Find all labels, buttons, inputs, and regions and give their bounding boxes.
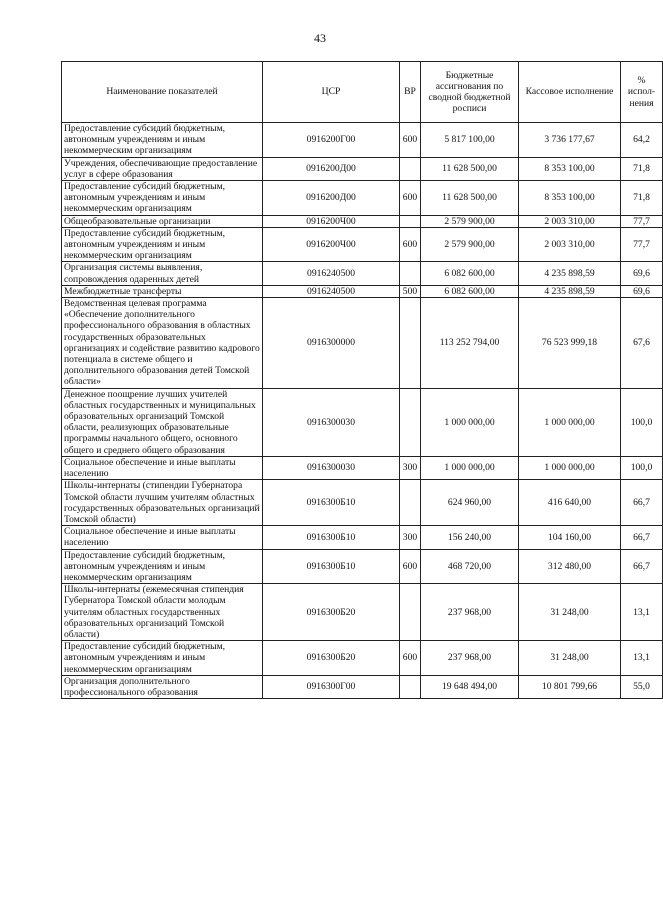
row-csr: 0916240500 <box>263 285 400 297</box>
row-budget: 624 960,00 <box>421 480 519 526</box>
row-vr <box>400 157 421 180</box>
row-pct: 71,8 <box>621 181 663 216</box>
row-cash: 104 160,00 <box>519 526 621 549</box>
budget-table <box>61 61 663 699</box>
row-pct: 55,0 <box>621 675 663 698</box>
row-name: Организация системы выявления, сопровождения одаренных детей <box>62 262 263 285</box>
row-budget: 2 579 900,00 <box>421 227 519 262</box>
row-csr: 0916300Б10 <box>263 526 400 549</box>
row-name: Предоставление субсидий бюджетным, автономным учреждениям и иным некоммерческим организациям <box>62 181 263 216</box>
row-budget: 237 968,00 <box>421 584 519 641</box>
row-csr: 0916300000 <box>263 298 400 389</box>
row-pct: 69,6 <box>621 262 663 285</box>
row-vr <box>400 480 421 526</box>
table-row <box>62 675 663 698</box>
row-name: Предоставление субсидий бюджетным, автономным учреждениям и иным некоммерческим организациям <box>62 227 263 262</box>
table-row <box>62 157 663 180</box>
page-number: 43 <box>314 31 326 45</box>
table-row <box>62 262 663 285</box>
row-csr: 0916200Г00 <box>263 123 400 158</box>
header-budget: Бюджетные ассигнования по сводной бюджетной росписи <box>421 62 519 123</box>
row-vr: 600 <box>400 181 421 216</box>
row-pct: 77,7 <box>621 227 663 262</box>
table-row <box>62 123 663 158</box>
row-name: Школы-интернаты (стипендии Губернатора Томской области лучшим учителям областных государственных образовательных организаций Томской области) <box>62 480 263 526</box>
row-budget: 237 968,00 <box>421 641 519 676</box>
row-pct: 66,7 <box>621 526 663 549</box>
row-vr <box>400 262 421 285</box>
table-row <box>62 215 663 227</box>
row-budget: 11 628 500,00 <box>421 157 519 180</box>
row-csr: 0916300Г00 <box>263 675 400 698</box>
header-cash: Кассовое исполнение <box>519 62 621 123</box>
table-row <box>62 285 663 297</box>
row-name: Предоставление субсидий бюджетным, автономным учреждениям и иным некоммерческим организациям <box>62 123 263 158</box>
row-vr: 600 <box>400 549 421 584</box>
row-budget: 113 252 794,00 <box>421 298 519 389</box>
row-cash: 4 235 898,59 <box>519 285 621 297</box>
row-pct: 66,7 <box>621 549 663 584</box>
row-vr: 300 <box>400 456 421 479</box>
row-vr: 600 <box>400 123 421 158</box>
row-budget: 468 720,00 <box>421 549 519 584</box>
row-pct: 69,6 <box>621 285 663 297</box>
row-budget: 156 240,00 <box>421 526 519 549</box>
row-vr <box>400 584 421 641</box>
row-budget: 6 082 600,00 <box>421 285 519 297</box>
row-budget: 5 817 100,00 <box>421 123 519 158</box>
header-name: Наименование показателей <box>62 62 263 123</box>
row-vr <box>400 675 421 698</box>
row-csr: 0916200Ч00 <box>263 215 400 227</box>
row-cash: 10 801 799,66 <box>519 675 621 698</box>
header-csr: ЦСР <box>263 62 400 123</box>
row-name: Организация дополнительного профессионального образования <box>62 675 263 698</box>
row-name: Социальное обеспечение и иные выплаты населению <box>62 526 263 549</box>
row-pct: 67,6 <box>621 298 663 389</box>
row-pct: 77,7 <box>621 215 663 227</box>
row-name: Межбюджетные трансферты <box>62 285 263 297</box>
row-name: Предоставление субсидий бюджетным, автономным учреждениям и иным некоммерческим организациям <box>62 641 263 676</box>
row-csr: 0916200Ч00 <box>263 227 400 262</box>
table-body <box>62 123 663 699</box>
row-csr: 0916300Б20 <box>263 584 400 641</box>
table-row <box>62 526 663 549</box>
row-vr: 300 <box>400 526 421 549</box>
row-cash: 76 523 999,18 <box>519 298 621 389</box>
row-vr: 600 <box>400 227 421 262</box>
row-cash: 2 003 310,00 <box>519 227 621 262</box>
table-row <box>62 641 663 676</box>
row-csr: 0916300030 <box>263 456 400 479</box>
row-name: Учреждения, обеспечивающие предоставление услуг в сфере образования <box>62 157 263 180</box>
header-vr: ВР <box>400 62 421 123</box>
row-csr: 0916300Б20 <box>263 641 400 676</box>
table-row <box>62 480 663 526</box>
row-name: Ведомственная целевая программа «Обеспечение дополнительного профессионального образования в областных государственных образовательных организациях и содействие развитию кадрового потенциала в системе общего и дополнительного образования детей Томской области» <box>62 298 263 389</box>
table-row <box>62 298 663 389</box>
table-header-row <box>62 62 663 123</box>
row-cash: 1 000 000,00 <box>519 388 621 456</box>
table-row <box>62 584 663 641</box>
header-pct: % испол-нения <box>621 62 663 123</box>
row-vr: 600 <box>400 641 421 676</box>
row-name: Школы-интернаты (ежемесячная стипендия Губернатора Томской области молодым учителям областных государственных образовательных организаций Томской области) <box>62 584 263 641</box>
row-cash: 312 480,00 <box>519 549 621 584</box>
row-budget: 1 000 000,00 <box>421 388 519 456</box>
row-budget: 6 082 600,00 <box>421 262 519 285</box>
row-vr <box>400 388 421 456</box>
row-pct: 66,7 <box>621 480 663 526</box>
row-csr: 0916300Б10 <box>263 549 400 584</box>
row-vr <box>400 215 421 227</box>
row-pct: 71,8 <box>621 157 663 180</box>
table-row <box>62 388 663 456</box>
row-name: Денежное поощрение лучших учителей областных государственных и муниципальных образовательных организаций Томской области, реализующих образовательные программы начального общего, основного общего и среднего общего образования <box>62 388 263 456</box>
row-name: Социальное обеспечение и иные выплаты населению <box>62 456 263 479</box>
row-cash: 2 003 310,00 <box>519 215 621 227</box>
row-cash: 31 248,00 <box>519 584 621 641</box>
row-budget: 11 628 500,00 <box>421 181 519 216</box>
row-vr <box>400 298 421 389</box>
row-name: Предоставление субсидий бюджетным, автономным учреждениям и иным некоммерческим организациям <box>62 549 263 584</box>
row-budget: 1 000 000,00 <box>421 456 519 479</box>
row-cash: 3 736 177,67 <box>519 123 621 158</box>
row-cash: 31 248,00 <box>519 641 621 676</box>
row-vr: 500 <box>400 285 421 297</box>
row-csr: 0916300030 <box>263 388 400 456</box>
row-pct: 100,0 <box>621 456 663 479</box>
row-pct: 100,0 <box>621 388 663 456</box>
table-row <box>62 549 663 584</box>
table-row <box>62 227 663 262</box>
row-cash: 8 353 100,00 <box>519 157 621 180</box>
row-cash: 8 353 100,00 <box>519 181 621 216</box>
row-budget: 19 648 494,00 <box>421 675 519 698</box>
row-budget: 2 579 900,00 <box>421 215 519 227</box>
row-csr: 0916300Б10 <box>263 480 400 526</box>
row-name: Общеобразовательные организации <box>62 215 263 227</box>
row-csr: 0916200Д00 <box>263 157 400 180</box>
row-pct: 64,2 <box>621 123 663 158</box>
row-csr: 0916200Д00 <box>263 181 400 216</box>
row-cash: 416 640,00 <box>519 480 621 526</box>
table-row <box>62 181 663 216</box>
row-cash: 1 000 000,00 <box>519 456 621 479</box>
row-cash: 4 235 898,59 <box>519 262 621 285</box>
row-pct: 13,1 <box>621 584 663 641</box>
row-csr: 0916240500 <box>263 262 400 285</box>
row-pct: 13,1 <box>621 641 663 676</box>
table-row <box>62 456 663 479</box>
